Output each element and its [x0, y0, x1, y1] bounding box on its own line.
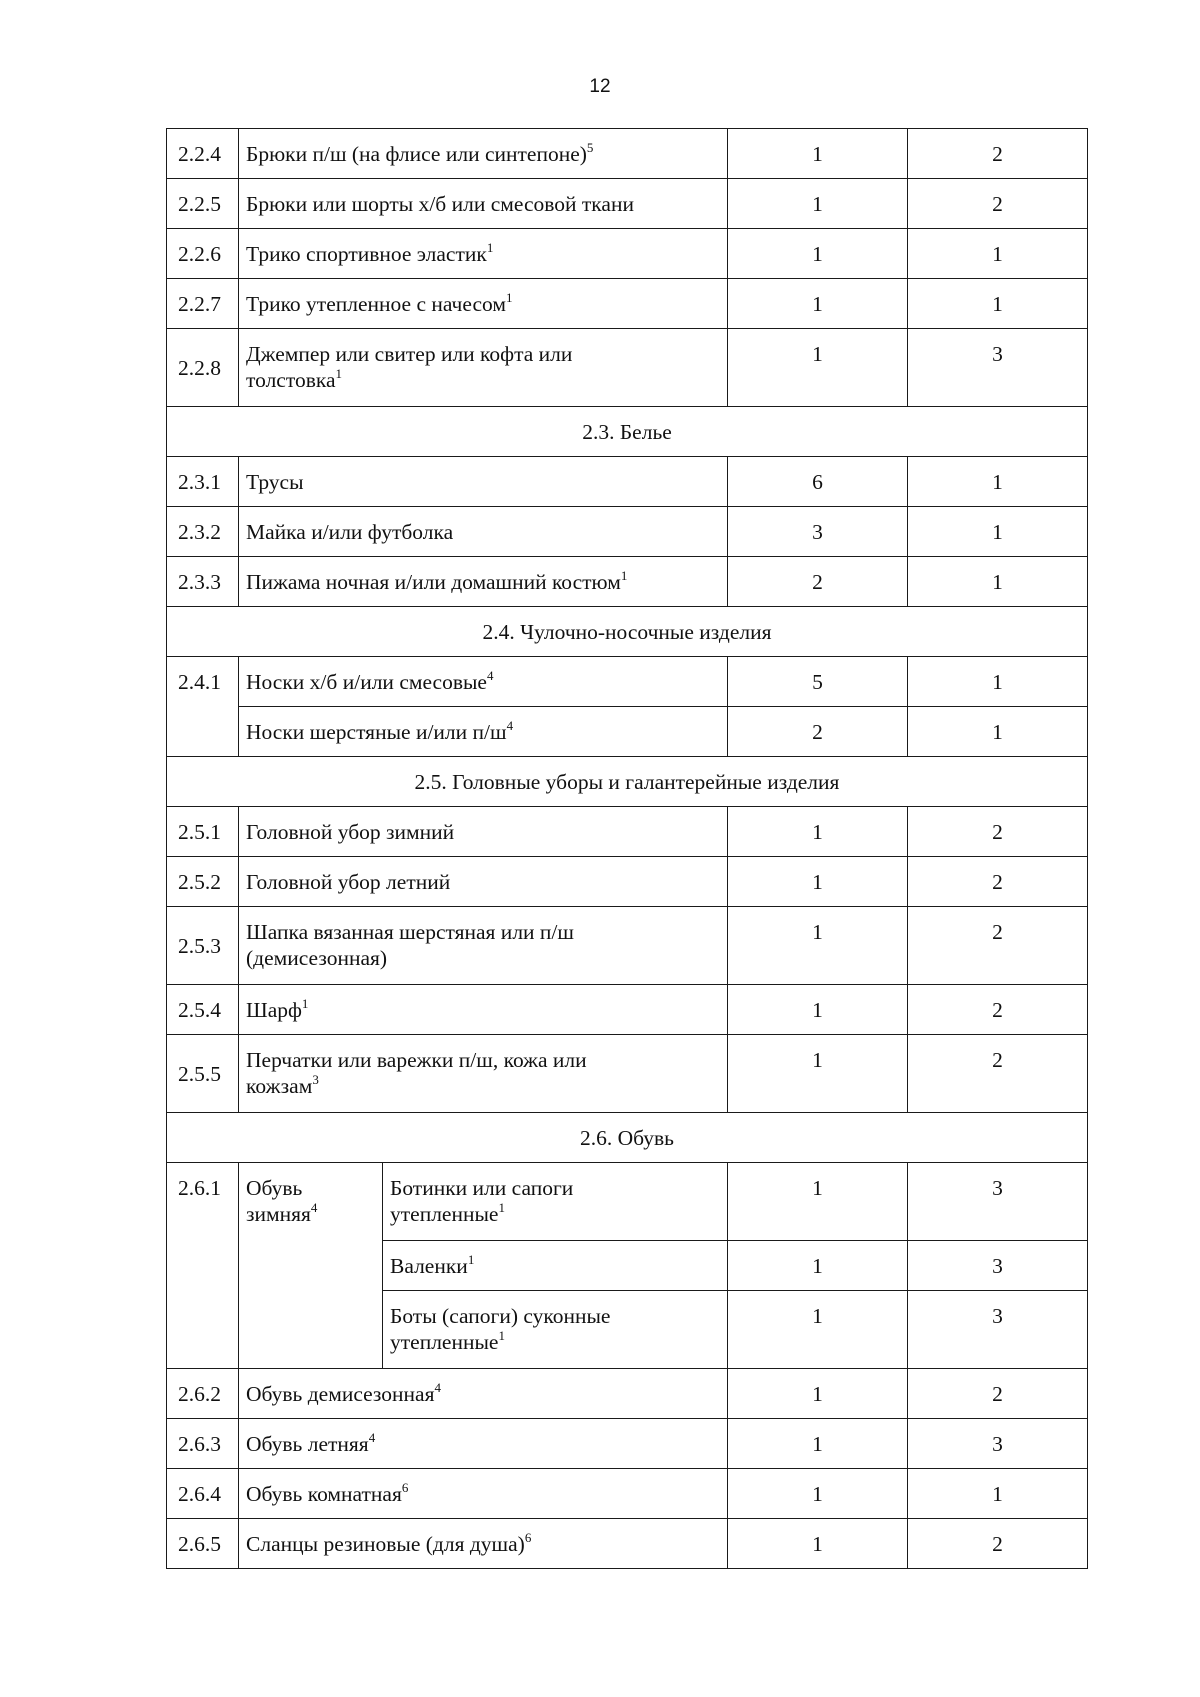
item-number: 2.5.5 [167, 1035, 239, 1113]
item-quantity: 5 [728, 657, 908, 707]
section-title: 2.3. Белье [167, 407, 1088, 457]
item-name: Трико спортивное эластик$^1$ [239, 229, 728, 279]
item-name: Шарф$^1$ [239, 985, 728, 1035]
item-quantity: 1 [728, 1035, 908, 1113]
item-name: Головной убор летний [239, 857, 728, 907]
table-row [167, 707, 1088, 757]
footnote-ref: 6 [524, 1530, 532, 1545]
item-period: 2 [908, 985, 1088, 1035]
item-number: 2.2.6 [167, 229, 239, 279]
item-name: Брюки п/ш (на флисе или синтепоне)$^5$ [239, 129, 728, 179]
item-quantity: 1 [728, 329, 908, 407]
item-quantity: 2 [728, 707, 908, 757]
item-name: Сланцы резиновые (для душа)$^6$ [239, 1519, 728, 1569]
item-quantity: 1 [728, 907, 908, 985]
table-row [167, 1519, 1088, 1569]
item-period: 3 [908, 1291, 1088, 1369]
item-number: 2.5.3 [167, 907, 239, 985]
item-number: 2.5.4 [167, 985, 239, 1035]
item-name: Шапка вязанная шерстяная или п/ш (демисезонная) [239, 907, 728, 985]
item-period: 2 [908, 1369, 1088, 1419]
footnote-ref: 1 [498, 1200, 505, 1215]
item-name: Обувь комнатная$^6$ [239, 1469, 728, 1519]
item-period: 1 [908, 507, 1088, 557]
item-name: Перчатки или варежки п/ш, кожа или кожзам$^3$ [239, 1035, 728, 1113]
footnote-ref: 1 [498, 1328, 505, 1343]
item-period: 2 [908, 129, 1088, 179]
footnote-ref: 4 [434, 1380, 441, 1395]
item-period: 2 [908, 857, 1088, 907]
table-row [167, 1035, 1088, 1113]
section-header-row [167, 607, 1088, 657]
item-name: Обувь демисезонная$^4$ [239, 1369, 728, 1419]
item-quantity: 2 [728, 557, 908, 607]
footnote-ref: 4 [368, 1430, 376, 1445]
footnote-ref: 6 [401, 1480, 409, 1495]
item-number: 2.3.1 [167, 457, 239, 507]
item-name: Ботинки или сапоги утепленные$^1$ [383, 1163, 728, 1241]
item-period: 1 [908, 457, 1088, 507]
table-row [167, 807, 1088, 857]
item-quantity: 1 [728, 1469, 908, 1519]
table-row [167, 329, 1088, 407]
item-period: 3 [908, 329, 1088, 407]
item-number: 2.2.7 [167, 279, 239, 329]
item-name: Головной убор зимний [239, 807, 728, 857]
item-quantity: 1 [728, 1163, 908, 1241]
item-number: 2.5.1 [167, 807, 239, 857]
table-row [167, 229, 1088, 279]
section-title: 2.5. Головные уборы и галантерейные изделия [167, 757, 1088, 807]
item-number: 2.4.1 [167, 657, 239, 757]
item-quantity: 1 [728, 807, 908, 857]
table-row [167, 1469, 1088, 1519]
footnote-ref: 4 [310, 1200, 318, 1215]
footnote-ref: 3 [312, 1072, 319, 1087]
item-name: Носки шерстяные и/или $п/ш^4$ [239, 707, 728, 757]
item-quantity: 1 [728, 229, 908, 279]
item-name: Обувь летняя$^4$ [239, 1419, 728, 1469]
table-row [167, 507, 1088, 557]
item-number: 2.3.2 [167, 507, 239, 557]
section-header-row [167, 757, 1088, 807]
footnote-ref: 1 [335, 366, 343, 381]
item-period: 1 [908, 229, 1088, 279]
table-row [167, 1419, 1088, 1469]
table-row [167, 1369, 1088, 1419]
item-period: 3 [908, 1419, 1088, 1469]
section-title: 2.4. Чулочно-носочные изделия [167, 607, 1088, 657]
item-quantity: 1 [728, 279, 908, 329]
item-quantity: 3 [728, 507, 908, 557]
item-number: 2.2.4 [167, 129, 239, 179]
item-quantity: 1 [728, 1419, 908, 1469]
section-header-row [167, 407, 1088, 457]
item-quantity: 1 [728, 1519, 908, 1569]
table-row [167, 129, 1088, 179]
clothing-norms-table [166, 128, 1088, 1569]
footnote-ref: 1 [301, 996, 309, 1011]
footnote-ref: 1 [620, 568, 628, 583]
item-quantity: 1 [728, 985, 908, 1035]
item-quantity: 1 [728, 1369, 908, 1419]
footnote-ref: 1 [505, 290, 513, 305]
item-period: 2 [908, 807, 1088, 857]
item-period: 2 [908, 179, 1088, 229]
item-period: 1 [908, 279, 1088, 329]
table-row [167, 279, 1088, 329]
item-name: Джемпер или свитер или кофта или толстовка$^1$ [239, 329, 728, 407]
item-period: 1 [908, 1469, 1088, 1519]
item-number: 2.6.5 [167, 1519, 239, 1569]
item-period: 3 [908, 1163, 1088, 1241]
item-number: 2.6.1 [167, 1163, 239, 1369]
item-name: Боты (сапоги) суконные утепленные$^1$ [383, 1291, 728, 1369]
table-row [167, 457, 1088, 507]
item-name: Пижама ночная и/или домашний костюм$^1$ [239, 557, 728, 607]
item-number: 2.2.8 [167, 329, 239, 407]
item-period: 2 [908, 1035, 1088, 1113]
item-name: Брюки или шорты х/б или смесовой ткани [239, 179, 728, 229]
item-period: 1 [908, 657, 1088, 707]
item-number: 2.6.4 [167, 1469, 239, 1519]
item-number: 2.2.5 [167, 179, 239, 229]
item-period: 1 [908, 557, 1088, 607]
footnote-ref: 1 [486, 240, 494, 255]
item-number: 2.3.3 [167, 557, 239, 607]
item-group-name: Обувь зимняя$^4$ [239, 1163, 383, 1369]
page-number: 12 [589, 76, 611, 97]
table-row [167, 857, 1088, 907]
table-row [167, 657, 1088, 707]
section-header-row [167, 1113, 1088, 1163]
item-number: 2.6.3 [167, 1419, 239, 1469]
item-quantity: 1 [728, 1241, 908, 1291]
item-quantity: 1 [728, 179, 908, 229]
item-period: 2 [908, 1519, 1088, 1569]
item-quantity: 6 [728, 457, 908, 507]
table-row [167, 985, 1088, 1035]
footnote-ref: 1 [467, 1252, 475, 1267]
item-name: Трико утепленное с начесом$^1$ [239, 279, 728, 329]
item-name: Валенки$^1$ [383, 1241, 728, 1291]
item-name: Майка и/или футболка [239, 507, 728, 557]
item-name: Трусы [239, 457, 728, 507]
footnote-ref: 5 [586, 140, 594, 155]
item-period: 2 [908, 907, 1088, 985]
footnote-ref: 4 [486, 668, 494, 683]
section-title: 2.6. Обувь [167, 1113, 1088, 1163]
item-number: 2.5.2 [167, 857, 239, 907]
footnote-ref: 4 [506, 718, 514, 733]
item-quantity: 1 [728, 1291, 908, 1369]
table-row [167, 557, 1088, 607]
table-row [167, 179, 1088, 229]
item-quantity: 1 [728, 129, 908, 179]
item-number: 2.6.2 [167, 1369, 239, 1419]
item-name: Носки х/б и/или смесовые$^4$ [239, 657, 728, 707]
table-row [167, 1163, 1088, 1241]
table-row [167, 907, 1088, 985]
item-quantity: 1 [728, 857, 908, 907]
item-period: 1 [908, 707, 1088, 757]
item-period: 3 [908, 1241, 1088, 1291]
